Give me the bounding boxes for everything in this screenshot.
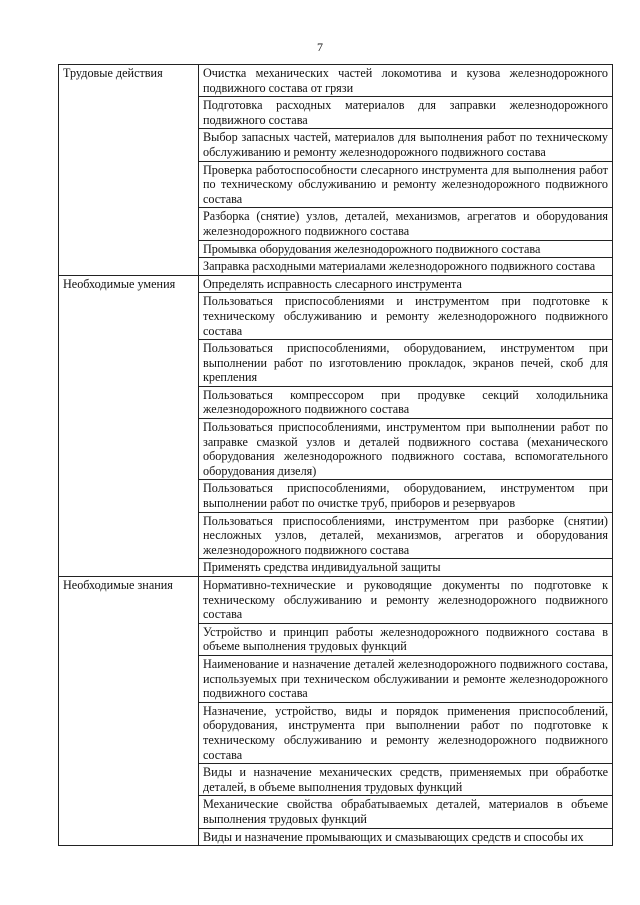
requirement-item: Назначение, устройство, виды и порядок применения приспособлений, оборудования, инструмента при выполнении работ по подготовке к техническому обслуживанию и ремонту железнодорожного подвижного состава: [199, 702, 613, 763]
requirement-item: Наименование и назначение деталей железнодорожного подвижного состава, используемых при техническом обслуживании и ремонте железнодорожного подвижного состава: [199, 655, 613, 702]
requirements-table-body: [59, 65, 613, 846]
requirement-item: Механические свойства обрабатываемых деталей, материалов в объеме выполнения трудовых функций: [199, 796, 613, 828]
table-row: [59, 65, 613, 97]
requirement-item: Нормативно-технические и руководящие документы по подготовке к техническому обслуживанию и ремонту железнодорожного подвижного состава: [199, 577, 613, 624]
requirement-item: Промывка оборудования железнодорожного подвижного состава: [199, 240, 613, 258]
requirement-item: Определять исправность слесарного инструмента: [199, 275, 613, 293]
section-label: Необходимые знания: [59, 577, 199, 846]
requirement-item: Виды и назначение промывающих и смазывающих средств и способы их: [199, 828, 613, 846]
table-row: [59, 577, 613, 624]
requirement-item: Устройство и принцип работы железнодорожного подвижного состава в объеме выполнения трудовых функций: [199, 623, 613, 655]
requirements-table: [58, 64, 613, 846]
requirement-item: Заправка расходными материалами железнодорожного подвижного состава: [199, 258, 613, 276]
requirement-item: Применять средства индивидуальной защиты: [199, 559, 613, 577]
requirement-item: Пользоваться приспособлениями, оборудованием, инструментом при выполнении работ по изготовлению прокладок, экранов печей, скоб для крепления: [199, 340, 613, 387]
requirement-item: Пользоваться приспособлениями, инструментом при разборке (снятии) несложных узлов, деталей, механизмов, агрегатов и оборудования железнодорожного подвижного состава: [199, 512, 613, 559]
requirement-item: Выбор запасных частей, материалов для выполнения работ по техническому обслуживанию и ремонту железнодорожного подвижного состава: [199, 129, 613, 161]
page-number: 7: [317, 40, 323, 54]
requirement-item: Подготовка расходных материалов для заправки железнодорожного подвижного состава: [199, 97, 613, 129]
requirement-item: Пользоваться приспособлениями и инструментом при подготовке к техническому обслуживанию и ремонту железнодорожного подвижного состава: [199, 293, 613, 340]
requirement-item: Пользоваться компрессором при продувке секций холодильника железнодорожного подвижного состава: [199, 386, 613, 418]
table-row: [59, 275, 613, 293]
requirement-item: Проверка работоспособности слесарного инструмента для выполнения работ по техническому обслуживанию и ремонту железнодорожного подвижного состава: [199, 161, 613, 208]
requirement-item: Виды и назначение механических средств, применяемых при обработке деталей, в объеме выполнения трудовых функций: [199, 764, 613, 796]
requirement-item: Разборка (снятие) узлов, деталей, механизмов, агрегатов и оборудования железнодорожного подвижного состава: [199, 208, 613, 240]
section-label: Трудовые действия: [59, 65, 199, 276]
requirement-item: Пользоваться приспособлениями, оборудованием, инструментом при выполнении работ по очистке труб, приборов и резервуаров: [199, 480, 613, 512]
requirement-item: Пользоваться приспособлениями, инструментом при выполнении работ по заправке смазкой узлов и деталей подвижного состава (механического оборудования железнодорожного подвижного состава, вспомогательного оборудования дизеля): [199, 419, 613, 480]
requirement-item: Очистка механических частей локомотива и кузова железнодорожного подвижного состава от грязи: [199, 65, 613, 97]
section-label: Необходимые умения: [59, 275, 199, 576]
